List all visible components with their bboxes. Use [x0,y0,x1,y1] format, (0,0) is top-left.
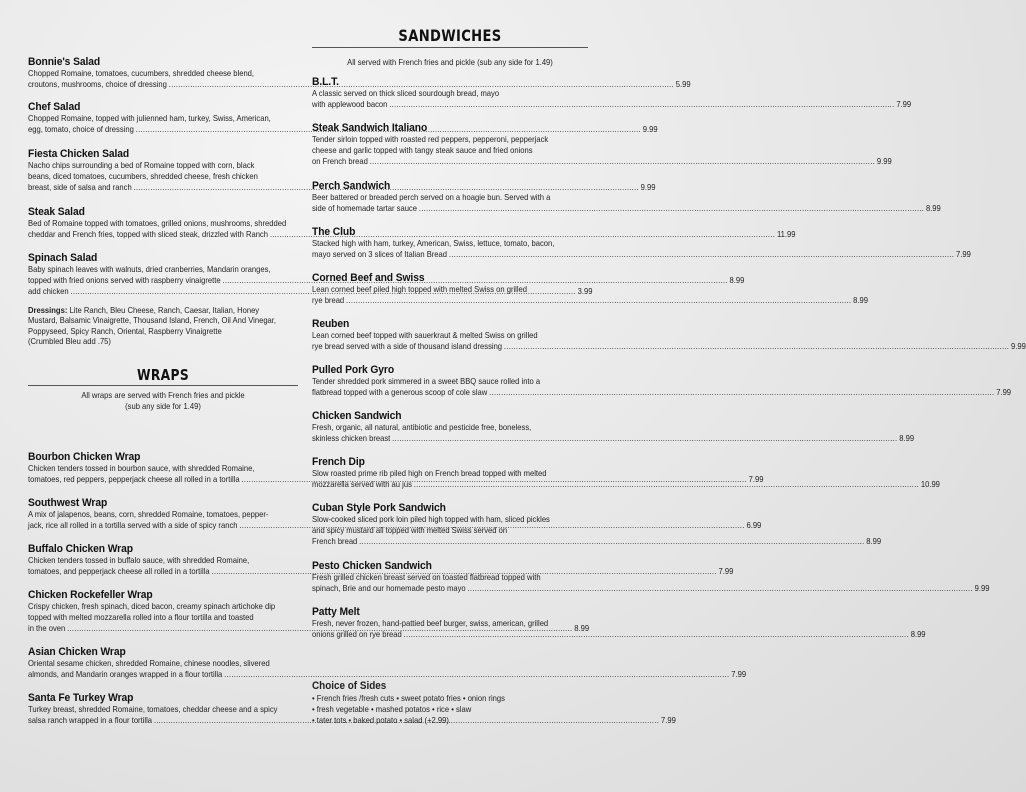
menu-item-description [312,619,926,641]
wraps-note-line: All wraps are served with French fries and pickle [81,391,245,400]
description-line: Beer battered or breaded perch served on a hoagie bun. Served with a [312,193,551,202]
menu-item-title: Patty Melt [312,606,360,618]
price: 7.99 [748,474,764,484]
add-on-text: add chicken [28,286,69,296]
menu-item-title: Bourbon Chicken Wrap [28,451,141,463]
price: 9.99 [876,156,892,166]
description-line: Lean corned beef piled high topped with melted Swiss on grilled [312,285,528,294]
dressings-list [28,306,276,348]
price: 8.99 [729,275,745,285]
menu-item-description [312,193,941,215]
description-line: mozzarella served with au jus [312,479,412,489]
wraps-header-rule [28,385,298,386]
price: 8.99 [899,433,915,443]
sides-line: • tater tots • baked potato • salad (+2.99) [312,716,449,725]
menu-item-description [312,331,1026,353]
price: 7.99 [896,99,912,109]
description-line: cheddar and French fries, topped with sliced steak, drizzled with Ranch [28,229,268,239]
price-line [312,433,915,445]
price: 11.99 [776,229,796,239]
description-line: Crispy chicken, fresh spinach, diced bacon, creamy spinach artichoke dip [28,602,276,611]
description-line: rye bread served with a side of thousand island dressing [312,341,503,351]
price: 9.99 [1011,341,1026,351]
menu-item-title: The Club [312,226,356,238]
menu-item-description [312,573,990,595]
description-line: Chicken tenders tossed in buffalo sauce, with shredded Romaine, [28,556,250,565]
price: 8.99 [853,295,868,305]
leader-dots [504,342,1009,351]
description-line: tomatoes, and pepperjack cheese all rolled in a tortilla [28,566,210,576]
description-line: Nacho chips surrounding a bed of Romaine topped with corn, black [28,161,255,170]
description-line: side of homemade tartar sauce [312,203,417,213]
menu-item-title: Cuban Style Pork Sandwich [312,502,446,514]
dressings-line: Mustard, Balsamic Vinaigrette, Thousand Island, French, Oil And Vinegar, [28,316,277,326]
price-line [312,203,941,215]
menu-item-title: Buffalo Chicken Wrap [28,543,133,555]
menu-item-title: Asian Chicken Wrap [28,646,126,658]
dressings-line: (Crumbled Bleu add .75) [28,337,111,347]
description-line: in the oven [28,623,66,633]
description-line: onions grilled on rye bread [312,629,402,639]
menu-item-title: Chicken Sandwich [312,410,402,422]
leader-dots [222,276,727,285]
description-line: Baby spinach leaves with walnuts, dried cranberries, Mandarin oranges, [28,265,271,274]
menu-item-title: Corned Beef and Swiss [312,272,425,284]
description-line: breast, side of salsa and ranch [28,182,132,192]
menu-item-title: Chef Salad [28,101,81,113]
dressings-line: Poppyseed, Spicy Ranch, Oriental, Raspberry Vinaigrette [28,326,222,336]
description-line: Fresh, organic, all natural, antibiotic and pesticide free, boneless, [312,423,532,432]
sandwiches-note: All served with French fries and pickle (sub any side for 1.49) [347,58,553,67]
price-line [312,341,1026,353]
dressings-label: Dressings: [28,306,68,315]
menu-item-title: Southwest Wrap [28,497,108,509]
price: 7.99 [718,566,734,576]
price: 8.99 [925,203,941,213]
price-line [28,669,747,681]
menu-item-title: Reuben [312,318,350,330]
wraps-header: WRAPS [136,366,190,384]
price-line [312,99,912,111]
menu-item-description [312,89,912,111]
description-line: and spicy mustard all topped with melted Swiss served on [312,525,508,535]
sides-title: Choice of Sides [312,680,387,692]
price: 8.99 [910,629,926,639]
price: 5.99 [675,79,691,89]
menu-item-description [28,659,747,681]
leader-dots [224,670,729,679]
leader-dots [489,388,994,397]
menu-item-title: Perch Sandwich [312,180,391,192]
description-line: Turkey breast, shredded Romaine, tomatoes, cheddar cheese and a spicy [28,705,278,714]
menu-item-title: French Dip [312,456,365,468]
price: 6.99 [746,520,762,530]
price: 7.99 [955,249,971,259]
description-line: on French bread [312,156,368,166]
description-line: rye bread [312,295,345,305]
description-line: egg, tomato, choice of dressing [28,124,134,134]
leader-dots [389,100,894,109]
price: 9.99 [974,583,990,593]
description-line: Fresh, never frozen, hand-pattied beef burger, swiss, american, grilled [312,619,549,628]
description-line: Chicken tenders tossed in bourbon sauce, with shredded Romaine, [28,464,255,473]
leader-dots [419,204,924,213]
menu-item-description [312,377,1012,399]
price-line [312,295,868,307]
price: 7.99 [996,387,1012,397]
sides-line: • French fries /fresh cuts • sweet potato fries • onion rings [312,694,505,703]
menu-item-title: Pulled Pork Gyro [312,364,395,376]
dressings-text: Lite Ranch, Bleu Cheese, Ranch, Caesar, Italian, Honey [69,306,260,315]
description-line: with applewood bacon [312,99,388,109]
leader-dots [370,157,875,166]
price: 7.99 [660,715,676,725]
sides-list [312,693,505,726]
description-line: Slow-cooked sliced pork loin piled high topped with ham, sliced pickles [312,515,550,524]
description-line: French bread [312,536,358,546]
price-line [312,156,892,168]
menu-item-title: Chicken Rockefeller Wrap [28,589,153,601]
menu-item-description [312,135,892,167]
dressings-line [28,306,276,316]
leader-dots [359,537,864,546]
description-line: skinless chicken breast [312,433,391,443]
description-line: Fresh grilled chicken breast served on toasted flatbread topped with [312,573,541,582]
description-line: A classic served on thick sliced sourdough bread, mayo [312,89,500,98]
description-line: jack, rice all rolled in a tortilla served with a side of spicy ranch [28,520,238,530]
price: 9.99 [640,182,656,192]
price: 10.99 [920,479,940,489]
menu-item-title: Spinach Salad [28,252,98,264]
price-line [312,387,1012,399]
description-line: Oriental sesame chicken, shredded Romaine, chinese noodles, slivered [28,659,270,668]
description-line: salsa ranch wrapped in a flour tortilla [28,715,153,725]
price: 8.99 [574,623,590,633]
price: 8.99 [866,536,882,546]
price-line [312,629,926,641]
description-line: croutons, mushrooms, choice of dressing [28,79,167,89]
description-line: Tender shredded pork simmered in a sweet BBQ sauce rolled into a [312,377,541,386]
leader-dots [392,434,897,443]
description-line: Lean corned beef topped with sauerkraut & melted Swiss on grilled [312,331,538,340]
leader-dots [346,296,851,305]
wraps-note-line: (sub any side for 1.49) [125,401,201,411]
description-line: topped with melted mozzarella rolled into a flour tortilla and toasted [28,612,254,622]
description-line: flatbread topped with a generous scoop of cole slaw [312,387,488,397]
menu-item-title: Santa Fe Turkey Wrap [28,692,134,704]
description-line: Chopped Romaine, topped with julienned ham, turkey, Swiss, American, [28,114,271,123]
menu-item-title: Fiesta Chicken Salad [28,148,130,160]
description-line: A mix of jalapenos, beans, corn, shredded Romaine, tomatoes, pepper- [28,510,269,519]
description-line: cheese and garlic topped with tangy steak sauce and fried onions [312,145,533,155]
price-line [312,249,971,261]
price: 9.99 [642,124,658,134]
leader-dots [169,80,674,89]
menu-item-title: Steak Salad [28,206,85,218]
description-line: spinach, Brie and our homemade pesto mayo [312,583,466,593]
leader-dots [414,480,919,489]
wraps-note [37,391,288,412]
description-line: beans, diced tomatoes, cucumbers, shredded cheese, fresh chicken [28,171,258,181]
description-line: tomatoes, red peppers, pepperjack cheese all rolled in a tortilla [28,474,240,484]
menu-item-description [312,285,868,307]
menu-item-title: Bonnie's Salad [28,56,101,68]
add-on-price: 3.99 [577,286,593,296]
description-line: topped with fried onions served with raspberry vinaigrette [28,275,221,285]
sandwiches-header: SANDWICHES [398,26,502,45]
price: 7.99 [731,669,747,679]
sandwiches-header-rule [312,47,588,48]
description-line: Bed of Romaine topped with tomatoes, grilled onions, mushrooms, shredded [28,219,287,228]
leader-dots [404,630,909,639]
price-line [312,536,882,548]
price-line [312,583,990,595]
leader-dots [449,250,954,259]
leader-dots [468,584,973,593]
description-line: almonds, and Mandarin oranges wrapped in a flour tortilla [28,669,223,679]
description-line: Tender sirloin topped with roasted red peppers, pepperoni, pepperjack [312,135,549,144]
menu-item-description [312,239,971,261]
description-line: Stacked high with ham, turkey, American, Swiss, lettuce, tomato, bacon, [312,239,555,248]
menu-item-title: B.L.T. [312,76,339,88]
menu-item-description [312,423,915,445]
menu-item-title: Pesto Chicken Sandwich [312,560,432,572]
menu-item-title: Steak Sandwich Italiano [312,122,428,134]
description-line: Chopped Romaine, tomatoes, cucumbers, shredded cheese blend, [28,69,255,78]
description-line: Slow roasted prime rib piled high on French bread topped with melted [312,469,547,478]
sides-line: • fresh vegetable • mashed potatos • rice • slaw [312,705,472,714]
description-line: mayo served on 3 slices of Italian Bread [312,249,448,259]
